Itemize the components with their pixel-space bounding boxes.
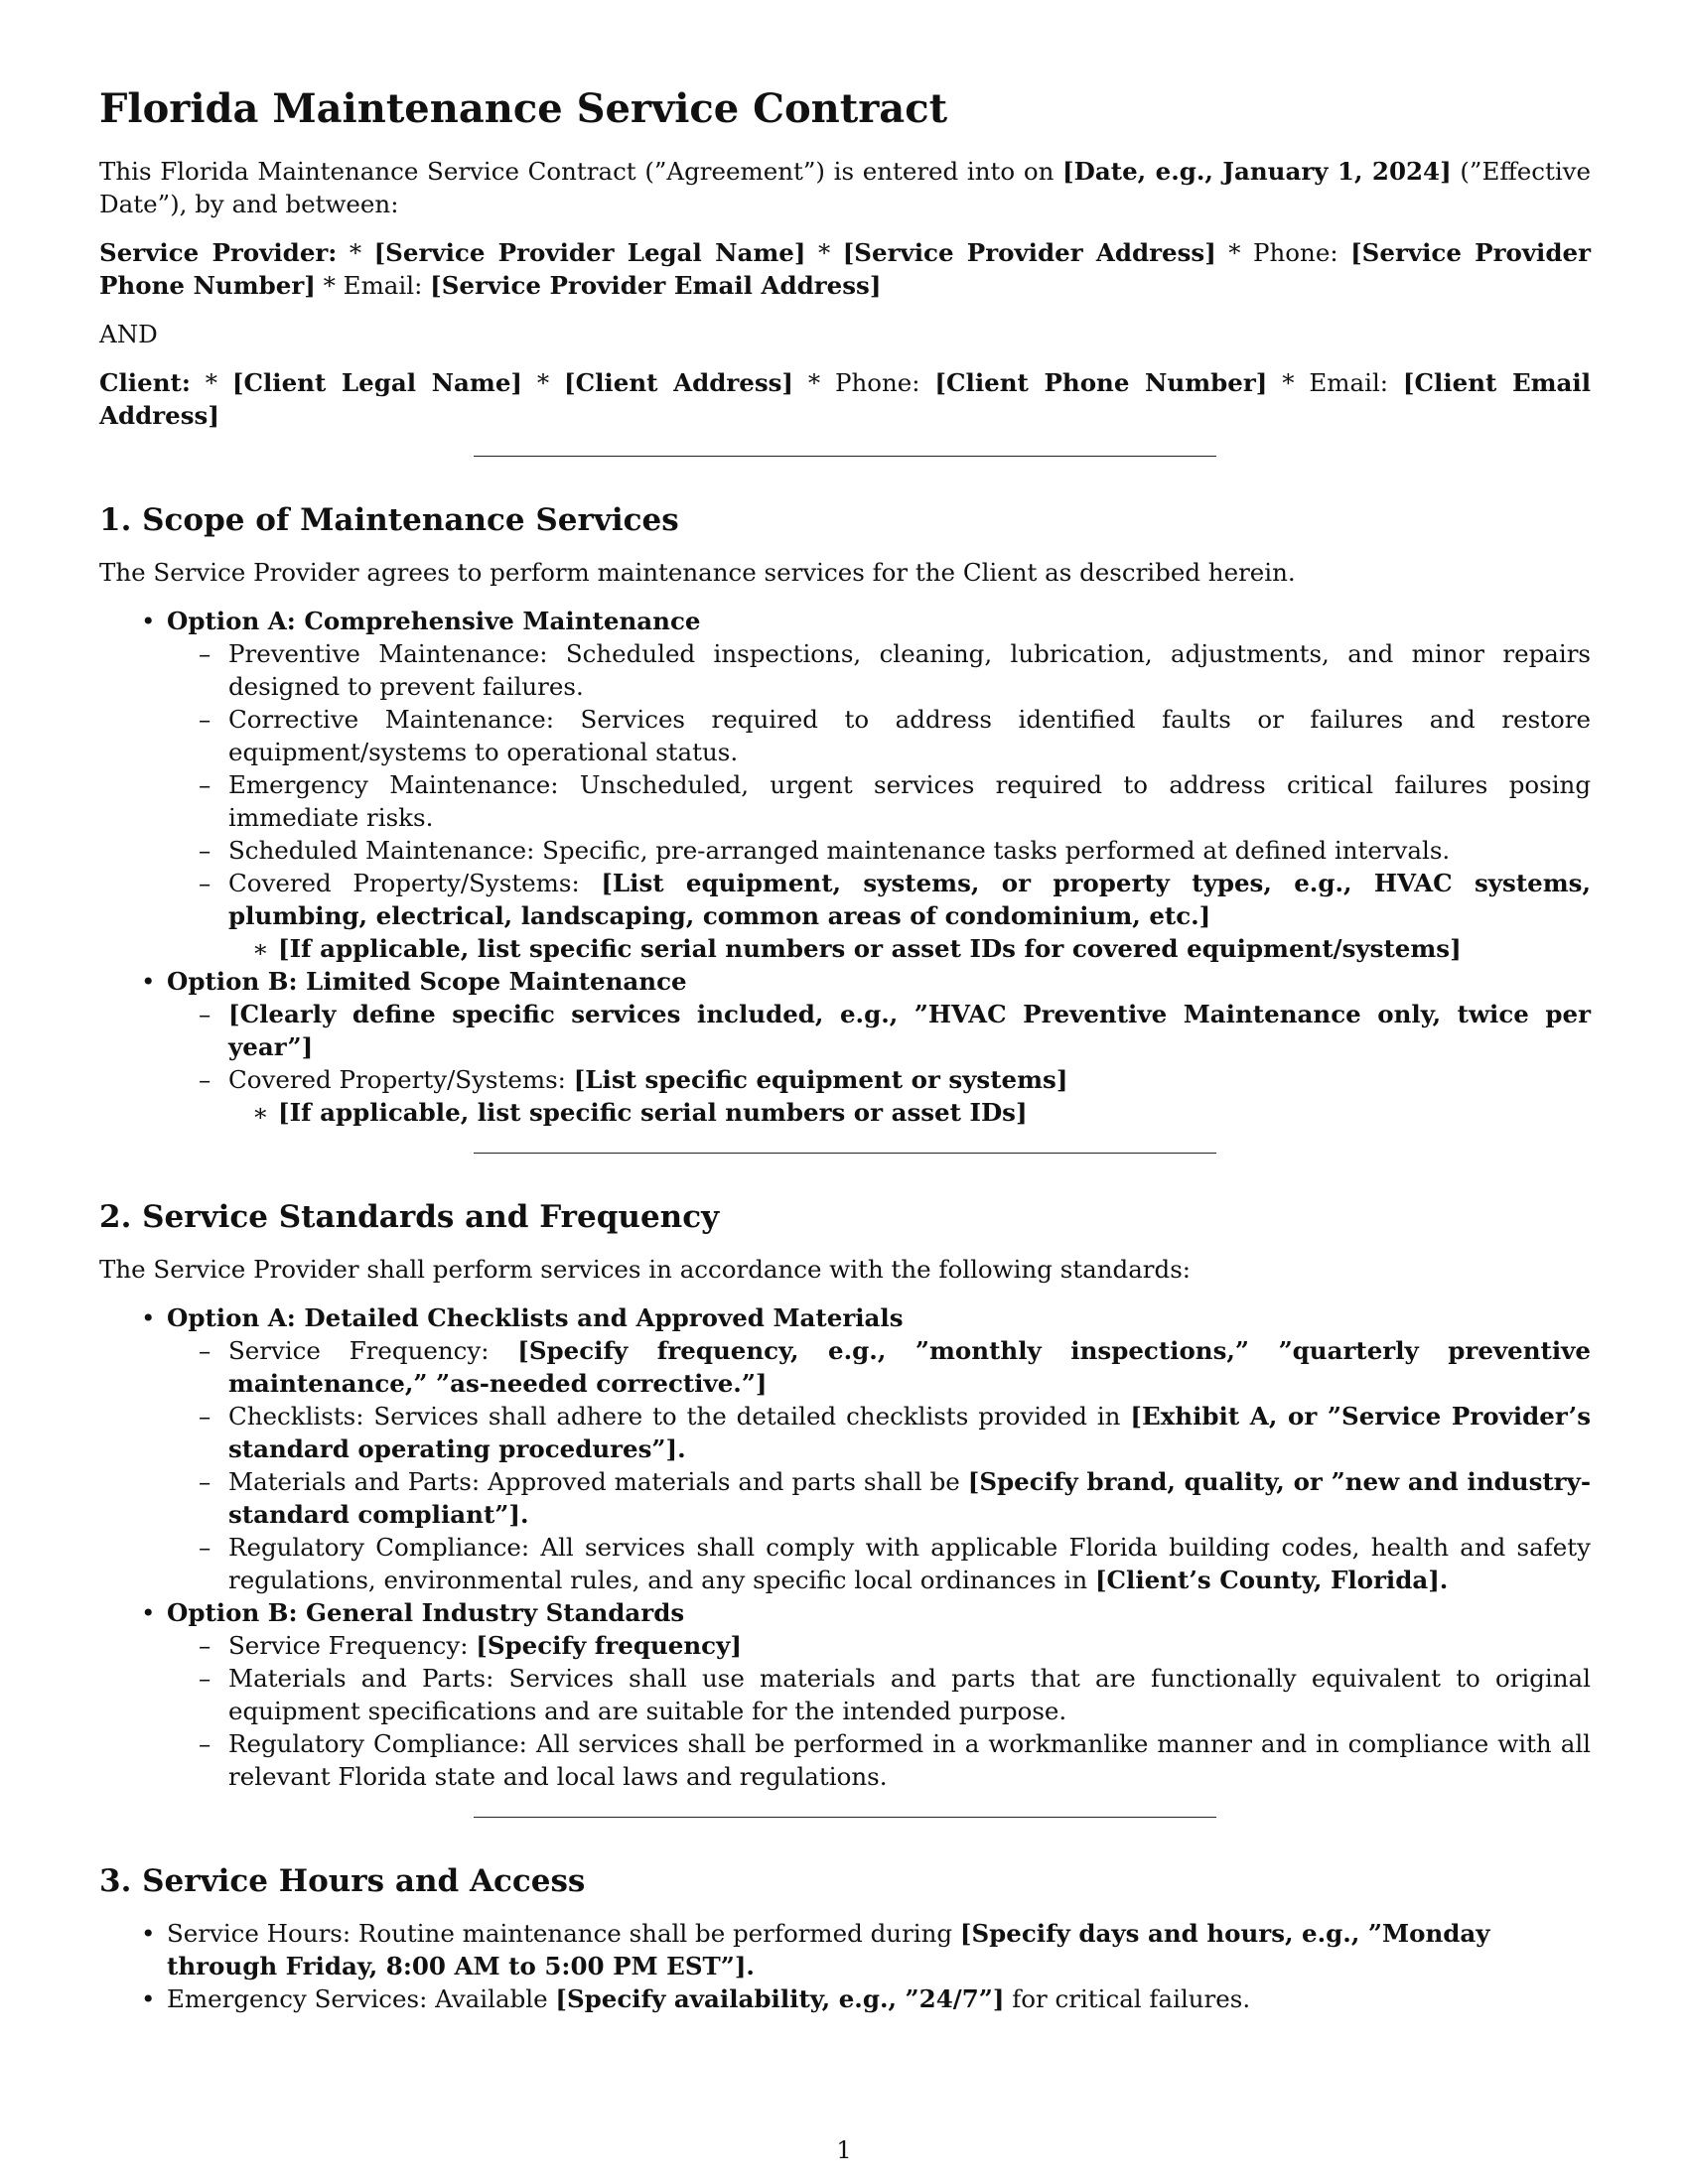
list-item: – Corrective Maintenance: Services required to address identified faults or failures and restore equipment/systems to operational status.: [228, 703, 1591, 768]
intro-text-1: This Florida Maintenance Service Contract (”Agreement”) is entered into on: [99, 157, 1063, 186]
list-item: [228, 998, 1591, 1063]
bullet-star: *: [337, 238, 374, 267]
email-label: * Email:: [1267, 368, 1403, 397]
effective-date-placeholder: [Date, e.g., January 1, 2024]: [1062, 157, 1452, 186]
document-page: [99, 85, 1591, 2039]
service-provider-label: Service Provider:: [99, 238, 338, 267]
bullet-star: *: [190, 368, 232, 397]
list-item: [228, 1334, 1591, 1400]
frequency-label: Service Frequency:: [228, 1631, 477, 1660]
materials-label: Materials and Parts: Approved materials and parts shall be: [228, 1467, 968, 1496]
email-label: * Email:: [315, 271, 431, 300]
list-item: – Materials and Parts: Services shall use materials and parts that are functionally equivalent to original equipment specifications and are suitable for the intended purpose.: [228, 1662, 1591, 1727]
section-1-intro: The Service Provider agrees to perform maintenance services for the Client as described herein.: [99, 558, 1296, 587]
provider-email-placeholder: [Service Provider Email Address]: [430, 271, 882, 300]
section-2-heading: 2. Service Standards and Frequency: [99, 1199, 720, 1235]
option-a-label: Option A: Detailed Checklists and Approved Materials: [167, 1303, 904, 1332]
list-item: [228, 1629, 1591, 1662]
section-2-intro: The Service Provider shall perform services in accordance with the following standards:: [99, 1255, 1192, 1284]
covered-label: Covered Property/Systems:: [228, 869, 602, 897]
list-item: [278, 932, 1591, 965]
list-item: [167, 1596, 1591, 1793]
option-b-items: [167, 1629, 1591, 1793]
covered-placeholder: [List equipment, systems, or property types, e.g., HVAC systems, plumbing, electrical, landscaping, common areas of condominium, etc.]: [228, 869, 1591, 930]
list-item: [167, 965, 1591, 1129]
emergency-label: Emergency Services: Available: [167, 1984, 556, 2013]
intro-paragraph: [99, 155, 1591, 220]
list-item: – Emergency Maintenance: Unscheduled, urgent services required to address critical failures posing immediate risks.: [228, 768, 1591, 834]
option-b-label: Option B: General Industry Standards: [167, 1598, 685, 1627]
emergency-placeholder: [Specify availability, e.g., ”24/7”]: [555, 1984, 1005, 2013]
emergency-tail: for critical failures.: [1004, 1984, 1251, 2013]
frequency-placeholder: [Specify frequency, e.g., ”monthly inspections,” ”quarterly preventive maintenance,” ”as-needed corrective.”]: [228, 1336, 1591, 1398]
covered-placeholder: [List specific equipment or systems]: [573, 1065, 1068, 1094]
page-number: 1: [836, 2136, 852, 2164]
client-phone-placeholder: [Client Phone Number]: [934, 368, 1268, 397]
list-item: [228, 867, 1591, 965]
checklists-label: Checklists: Services shall adhere to the detailed checklists provided in: [228, 1402, 1131, 1431]
section-1-heading: 1. Scope of Maintenance Services: [99, 502, 679, 538]
intro-text-2: (”Effective Date”), by and between:: [99, 157, 1591, 218]
section-divider: [474, 1817, 1216, 1818]
section-divider: [474, 1153, 1216, 1154]
section-2-options: [99, 1301, 1591, 1793]
option-b-label: Option B: Limited Scope Maintenance: [167, 967, 687, 996]
list-item: [167, 1982, 1591, 2015]
covered-subitems: [228, 932, 1591, 965]
client-block: [99, 366, 1591, 432]
list-item: [228, 1465, 1591, 1531]
client-email-placeholder: [Client Email Address]: [99, 368, 1592, 430]
service-hours-placeholder: [Specify days and hours, e.g., ”Monday through Friday, 8:00 AM to 5:00 PM EST”].: [167, 1919, 1490, 1980]
list-item: – Regulatory Compliance: All services shall be performed in a workmanlike manner and in compliance with all relevant Florida state and local laws and regulations.: [228, 1727, 1591, 1793]
list-item: [278, 1096, 1591, 1129]
checklists-placeholder: [Exhibit A, or ”Service Provider’s standard operating procedures”].: [228, 1402, 1591, 1463]
define-services-placeholder: [Clearly define specific services included, e.g., ”HVAC Preventive Maintenance only, twice per year”]: [228, 1000, 1591, 1061]
list-item: [167, 605, 1591, 965]
list-item: [228, 1531, 1591, 1596]
section-3-items: [99, 1917, 1591, 2015]
list-item: – Preventive Maintenance: Scheduled inspections, cleaning, lubrication, adjustments, and minor repairs designed to prevent failures.: [228, 637, 1591, 703]
provider-address-placeholder: [Service Provider Address]: [842, 238, 1216, 267]
phone-label: * Phone:: [1215, 238, 1351, 267]
client-name-placeholder: [Client Legal Name]: [231, 368, 523, 397]
serials-placeholder: [If applicable, list specific serial numbers or asset IDs]: [278, 1098, 1028, 1127]
bullet-star: *: [805, 238, 843, 267]
list-item: [228, 1400, 1591, 1465]
materials-placeholder: [Specify brand, quality, or ”new and industry-standard compliant”].: [228, 1467, 1591, 1529]
service-provider-block: [99, 236, 1591, 302]
section-3-heading: 3. Service Hours and Access: [99, 1863, 586, 1899]
client-address-placeholder: [Client Address]: [564, 368, 794, 397]
provider-phone-placeholder: [Service Provider Phone Number]: [99, 238, 1591, 300]
serials-placeholder: [If applicable, list specific serial numbers or asset IDs for covered equipment/systems]: [278, 934, 1462, 963]
option-a-items: [167, 637, 1591, 965]
phone-label: * Phone:: [793, 368, 935, 397]
provider-name-placeholder: [Service Provider Legal Name]: [373, 238, 806, 267]
section-divider: [474, 456, 1216, 457]
list-item: – Scheduled Maintenance: Specific, pre-arranged maintenance tasks performed at defined intervals.: [228, 834, 1591, 867]
list-item: [167, 1301, 1591, 1596]
document-title: Florida Maintenance Service Contract: [99, 85, 948, 132]
and-separator: AND: [99, 320, 158, 348]
regulatory-label: Regulatory Compliance: All services shall comply with applicable Florida building codes, health and safety regulations, environmental rules, and any specific local ordinances in: [228, 1533, 1591, 1594]
option-a-items: [167, 1334, 1591, 1596]
list-item: [167, 1917, 1591, 1982]
bullet-star: *: [522, 368, 565, 397]
option-a-label: Option A: Comprehensive Maintenance: [167, 607, 701, 635]
covered-subitems: [228, 1096, 1591, 1129]
covered-label: Covered Property/Systems:: [228, 1065, 574, 1094]
county-placeholder: [Client’s County, Florida].: [1094, 1566, 1449, 1594]
list-item: [228, 1063, 1591, 1129]
service-hours-label: Service Hours: Routine maintenance shall be performed during: [167, 1919, 960, 1948]
frequency-placeholder: [Specify frequency]: [476, 1631, 742, 1660]
section-1-options: [99, 605, 1591, 1129]
client-label: Client:: [99, 368, 191, 397]
option-b-items: [167, 998, 1591, 1129]
frequency-label: Service Frequency:: [228, 1336, 518, 1365]
